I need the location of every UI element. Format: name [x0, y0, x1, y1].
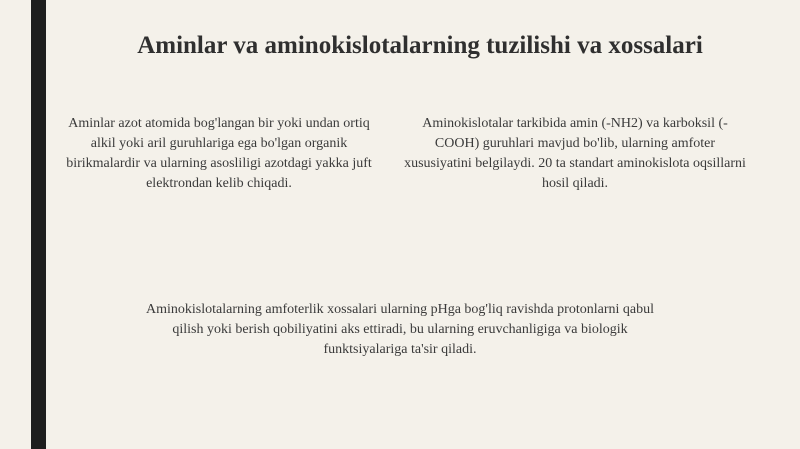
slide-title: Aminlar va aminokislotalarning tuzilishi va xossalari	[137, 32, 703, 59]
slide-accent-bar	[31, 0, 46, 449]
paragraph-amino-acids: Aminokislotalar tarkibida amin (-NH2) va karboksil (-COOH) guruhlari mavjud bo'lib, ularning amfoter xususiyatini belgilaydi. 20 ta standart aminokislota oqsillarni hosil qiladi.	[404, 116, 746, 191]
paragraph-amines: Aminlar azot atomida bog'langan bir yoki undan ortiq alkil yoki aril guruhlariga ega bo'lgan organik birikmalardir va ularning asosliligi azotdagi yakka juft elektrondan kelib chiqadi.	[66, 116, 372, 191]
paragraph-amphoteric-properties: Aminokislotalarning amfoterlik xossalari ularning pHga bog'liq ravishda protonlarni qabul qilish yoki berish qobiliyatini aks ettiradi, bu ularning eruvchanligiga va biologik funktsiyalariga ta'sir qiladi.	[146, 302, 654, 357]
